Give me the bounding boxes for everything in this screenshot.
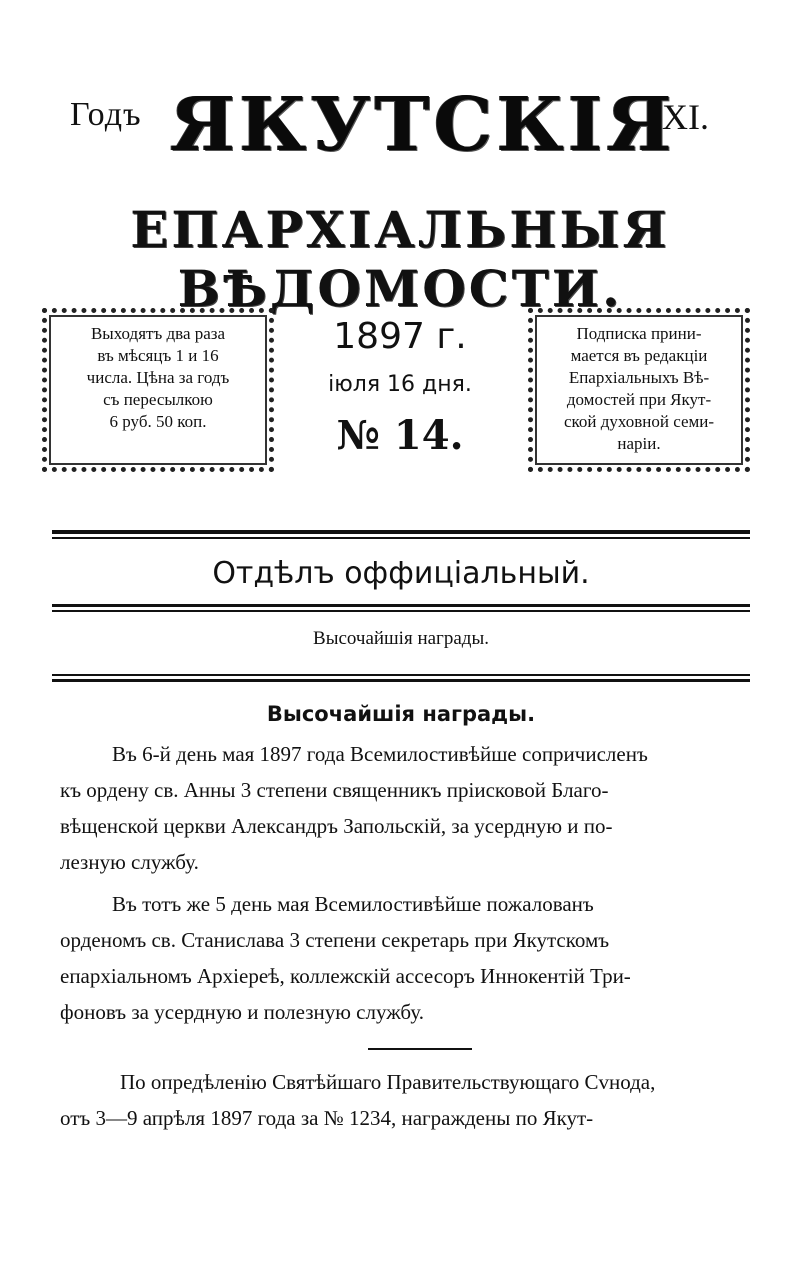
box-line: домостей при Якут- <box>566 390 712 409</box>
article-paragraph <box>60 736 752 880</box>
box-line: Епархіальныхъ Вѣ- <box>568 368 710 387</box>
box-line: 6 руб. 50 коп. <box>109 412 207 431</box>
text-line: Въ тотъ же 5 день мая Всемилостивѣйше пожалованъ <box>112 892 594 916</box>
text-line: епархіальномъ Архіереѣ, коллежскій ассесоръ Иннокентій Три- <box>60 964 631 988</box>
journal-subtitle: ЕПАРХІАЛЬНЫЯ ВѢДОМОСТИ. <box>130 200 670 318</box>
issue-year: 1897 г. <box>333 316 467 357</box>
text-line: орденомъ св. Станислава 3 степени секретарь при Якутскомъ <box>60 928 610 952</box>
divider-rule <box>52 674 750 676</box>
journal-title: ЯКУТСКІЯ <box>170 82 676 168</box>
article-paragraph <box>60 886 752 1030</box>
box-line: съ пересылкою <box>103 390 213 409</box>
divider-rule <box>52 537 750 539</box>
subscription-terms-box <box>42 308 274 472</box>
box-line: мается въ редакціи <box>570 346 708 365</box>
subscription-office-box <box>528 308 750 472</box>
text-line: Въ 6-й день мая 1897 года Всемилостивѣйше сопричисленъ <box>112 742 648 766</box>
box-line: Выходятъ два раза <box>90 324 226 343</box>
divider-rule <box>52 610 750 612</box>
divider-rule <box>52 530 750 534</box>
article-heading: Высочайшія награды. <box>266 702 536 726</box>
text-line: отъ 3—9 апрѣля 1897 года за № 1234, награждены по Якут- <box>60 1106 594 1130</box>
text-line: фоновъ за усердную и полезную службу. <box>60 1000 424 1024</box>
box-line: Подписка прини- <box>576 324 702 343</box>
section-title: Отдѣлъ оффиціальный. <box>212 556 590 591</box>
issue-number: № 14. <box>336 412 464 459</box>
text-line: вѣщенской церкви Александръ Запольскій, за усердную и по- <box>60 814 613 838</box>
box-line: въ мѣсяцъ 1 и 16 <box>97 346 219 365</box>
issue-date: іюля 16 дня. <box>328 372 472 397</box>
box-line: наріи. <box>617 434 661 453</box>
text-line: къ ордену св. Анны 3 степени священникъ пріисковой Благо- <box>60 778 609 802</box>
article-paragraph <box>60 1064 752 1136</box>
divider-rule <box>52 679 750 682</box>
short-separator <box>368 1048 472 1050</box>
box-line: ской духовной семи- <box>563 412 715 431</box>
text-line: лезную службу. <box>60 850 199 874</box>
year-label: Годъ <box>70 96 142 133</box>
divider-rule <box>52 604 750 607</box>
table-of-contents-item: Высочайшія награды. <box>313 628 489 649</box>
text-line: По опредѣленію Святѣйшаго Правительствующаго Сvнода, <box>120 1070 656 1094</box>
volume-number: XI. <box>662 97 709 137</box>
box-line: числа. Цѣна за годъ <box>86 368 230 387</box>
